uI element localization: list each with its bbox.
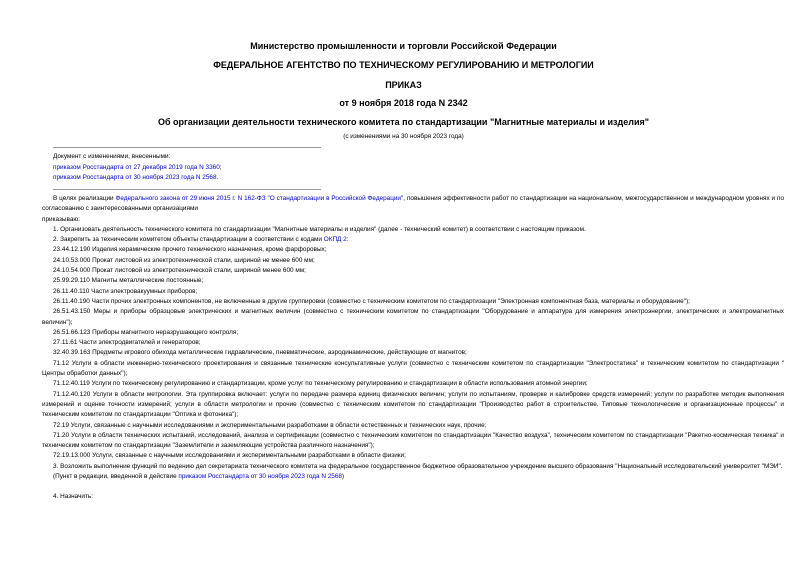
item-2-colon: : bbox=[346, 236, 349, 244]
changes-intro: Документ с изменениями, внесенными: bbox=[53, 153, 171, 160]
changes-line-1 bbox=[53, 163, 222, 174]
code-item: 26.51.66.123 Приборы магнитного неразрушающего контроля; bbox=[53, 328, 239, 336]
code-item: 26.11.40.190 Части прочих электронных компонентов, не включенные в другие группировки (совместно с техническим комитетом по стандартизации "Электронная компонентная база, материалы и оборудование"); bbox=[53, 297, 690, 305]
code-item: 24.10.53.000 Прокат листовой из электротехнической стали, шириной не менее 600 мм; bbox=[53, 256, 315, 264]
amendment-note bbox=[42, 472, 784, 482]
change-link-2-suffix: . bbox=[216, 174, 219, 181]
code-item: 32.40.39.163 Предметы игрового обихода металлические гидравлические, пневматические, аэродинамические, действующие от магнитов; bbox=[53, 349, 467, 357]
document-title: Об организации деятельности технического комитета по стандартизации "Магнитные материалы и изделия" bbox=[157, 117, 650, 127]
code-item: 71.12 Услуги в области инженерно-технического проектирования и связанные технические консультативные услуги (совместно с техническим комитетом по стандартизации "Электростатика" и техническим комитетом по стандартизации " Центры обработки данных"); bbox=[42, 359, 784, 378]
amendment-link-2023[interactable]: приказом Росстандарта от 30 ноября 2023 года N 2568 bbox=[178, 473, 342, 481]
code-item: 26.11.40.110 Части электровакуумных приборов; bbox=[53, 287, 198, 295]
code-item: 72.19 Услуги, связанные с научными исследованиями и экспериментальными разработками в области естественных и технических наук, прочие; bbox=[53, 421, 487, 429]
changes-block bbox=[53, 152, 222, 184]
item-2 bbox=[42, 235, 784, 245]
date-number-heading: от 9 ноября 2018 года N 2342 bbox=[339, 98, 468, 108]
change-link-2023[interactable]: приказом Росстандарта от 30 ноября 2023 года N 2568 bbox=[53, 174, 217, 181]
changes-line-2 bbox=[53, 173, 222, 184]
code-item: 71.20 Услуги в области технических испытаний, исследований, анализа и сертификации (совместно с техническим комитетом по стандартизации "Качество воздуха", техническим комитетом по стандартизации "Ракетно-космическая техника" и техническим комитетом по стандартизации "Заземлители и заземляющие устройства различного назначения"); bbox=[42, 431, 784, 450]
code-item: 23.44.12.190 Изделия керамические прочего технического назначения, кроме фарфоровых; bbox=[53, 246, 327, 254]
change-link-1-suffix: ; bbox=[219, 163, 222, 171]
agency-heading: ФЕДЕРАЛЬНОЕ АГЕНТСТВО ПО ТЕХНИЧЕСКОМУ РЕГУЛИРОВАНИЮ И МЕТРОЛОГИИ bbox=[213, 60, 594, 70]
code-item: 27.11.61 Части электродвигателей и генераторов; bbox=[53, 339, 201, 347]
code-item: 25.99.29.110 Магниты металлические постоянные; bbox=[53, 277, 204, 285]
intro-paragraph bbox=[42, 194, 784, 215]
edition-note: (с изменениями на 30 ноября 2023 года) bbox=[343, 133, 464, 140]
divider-top bbox=[53, 147, 321, 148]
code-item: 71.12.40.120 Услуги в области метрологии. Эта группировка включает: услуги по передаче размера единиц физических величин; услуги по испытаниям, проверке и калибровке средств измерений; услуги по разработке методик выполнения измерений и оценке точности измерений; услуги в области метрологии и прочие (совместно с техническим комитетом по стандартизации "Производство работ в строительстве. Типовые технологические и организационные процессы" и техническим комитетом по стандартизации "Оптика и фотоника"); bbox=[42, 390, 784, 419]
divider-bottom bbox=[53, 189, 321, 190]
item-2-text: 2. Закрепить за техническим комитетом объекты стандартизации в соответствии с кодами bbox=[53, 236, 324, 244]
code-item: 72.19.13.000 Услуги, связанные с научными исследованиями и экспериментальными разработками в области физики; bbox=[53, 452, 406, 460]
ministry-heading: Министерство промышленности и торговли Российской Федерации bbox=[250, 41, 557, 51]
note-text-start: (Пункт в редакции, введенной в действие bbox=[53, 473, 179, 481]
note-text-end: ) bbox=[341, 473, 345, 481]
code-item: 71.12.40.119 Услуги по техническому регулированию и стандартизации, кроме услуг по техническому регулированию и стандартизации в области использования атомной энергии; bbox=[53, 380, 588, 388]
order-body bbox=[42, 194, 784, 503]
item-1: 1. Организовать деятельность технического комитета по стандартизации "Магнитные материалы и изделия" (далее - технический комитет) в соответствии с настоящим приказом. bbox=[53, 225, 586, 233]
federal-law-link[interactable]: Федерального закона от 29 июня 2015 г. N 162-ФЗ "О стандартизации в Российской Федерации" bbox=[115, 195, 404, 202]
orders-line: приказываю: bbox=[42, 215, 80, 223]
code-item: 24.10.54.000 Прокат листовой из электротехнической стали, шириной менее 600 мм; bbox=[53, 267, 306, 275]
okpd2-link[interactable]: ОКПД 2 bbox=[323, 236, 347, 244]
intro-text-start: В целях реализации bbox=[53, 195, 116, 202]
doc-type-heading: ПРИКАЗ bbox=[385, 80, 422, 90]
change-link-2019[interactable]: приказом Росстандарта от 27 декабря 2019 года N 3360 bbox=[53, 163, 220, 171]
item-4: 4. Назначить: bbox=[53, 493, 94, 501]
code-item: 26.51.43.150 Меры и приборы образцовые электрических и магнитных величин (совместно с техническим комитетом по стандартизации "Оборудование и аппаратура для измерения электроэнергии, электрических и электромагнитных величин"); bbox=[42, 308, 784, 326]
item-3: 3. Возложить выполнение функций по ведению дел секретариата технического комитета на федеральное государственное бюджетное образовательное учреждение высшего образования "Национальный исследовательский университет "МЭИ". bbox=[53, 462, 783, 470]
intro-text-end: , повышения эффективности работ по стандартизации на национальном, межгосударственном и международном уровнях и по согласованию с заинтересованными организациями bbox=[42, 195, 784, 213]
